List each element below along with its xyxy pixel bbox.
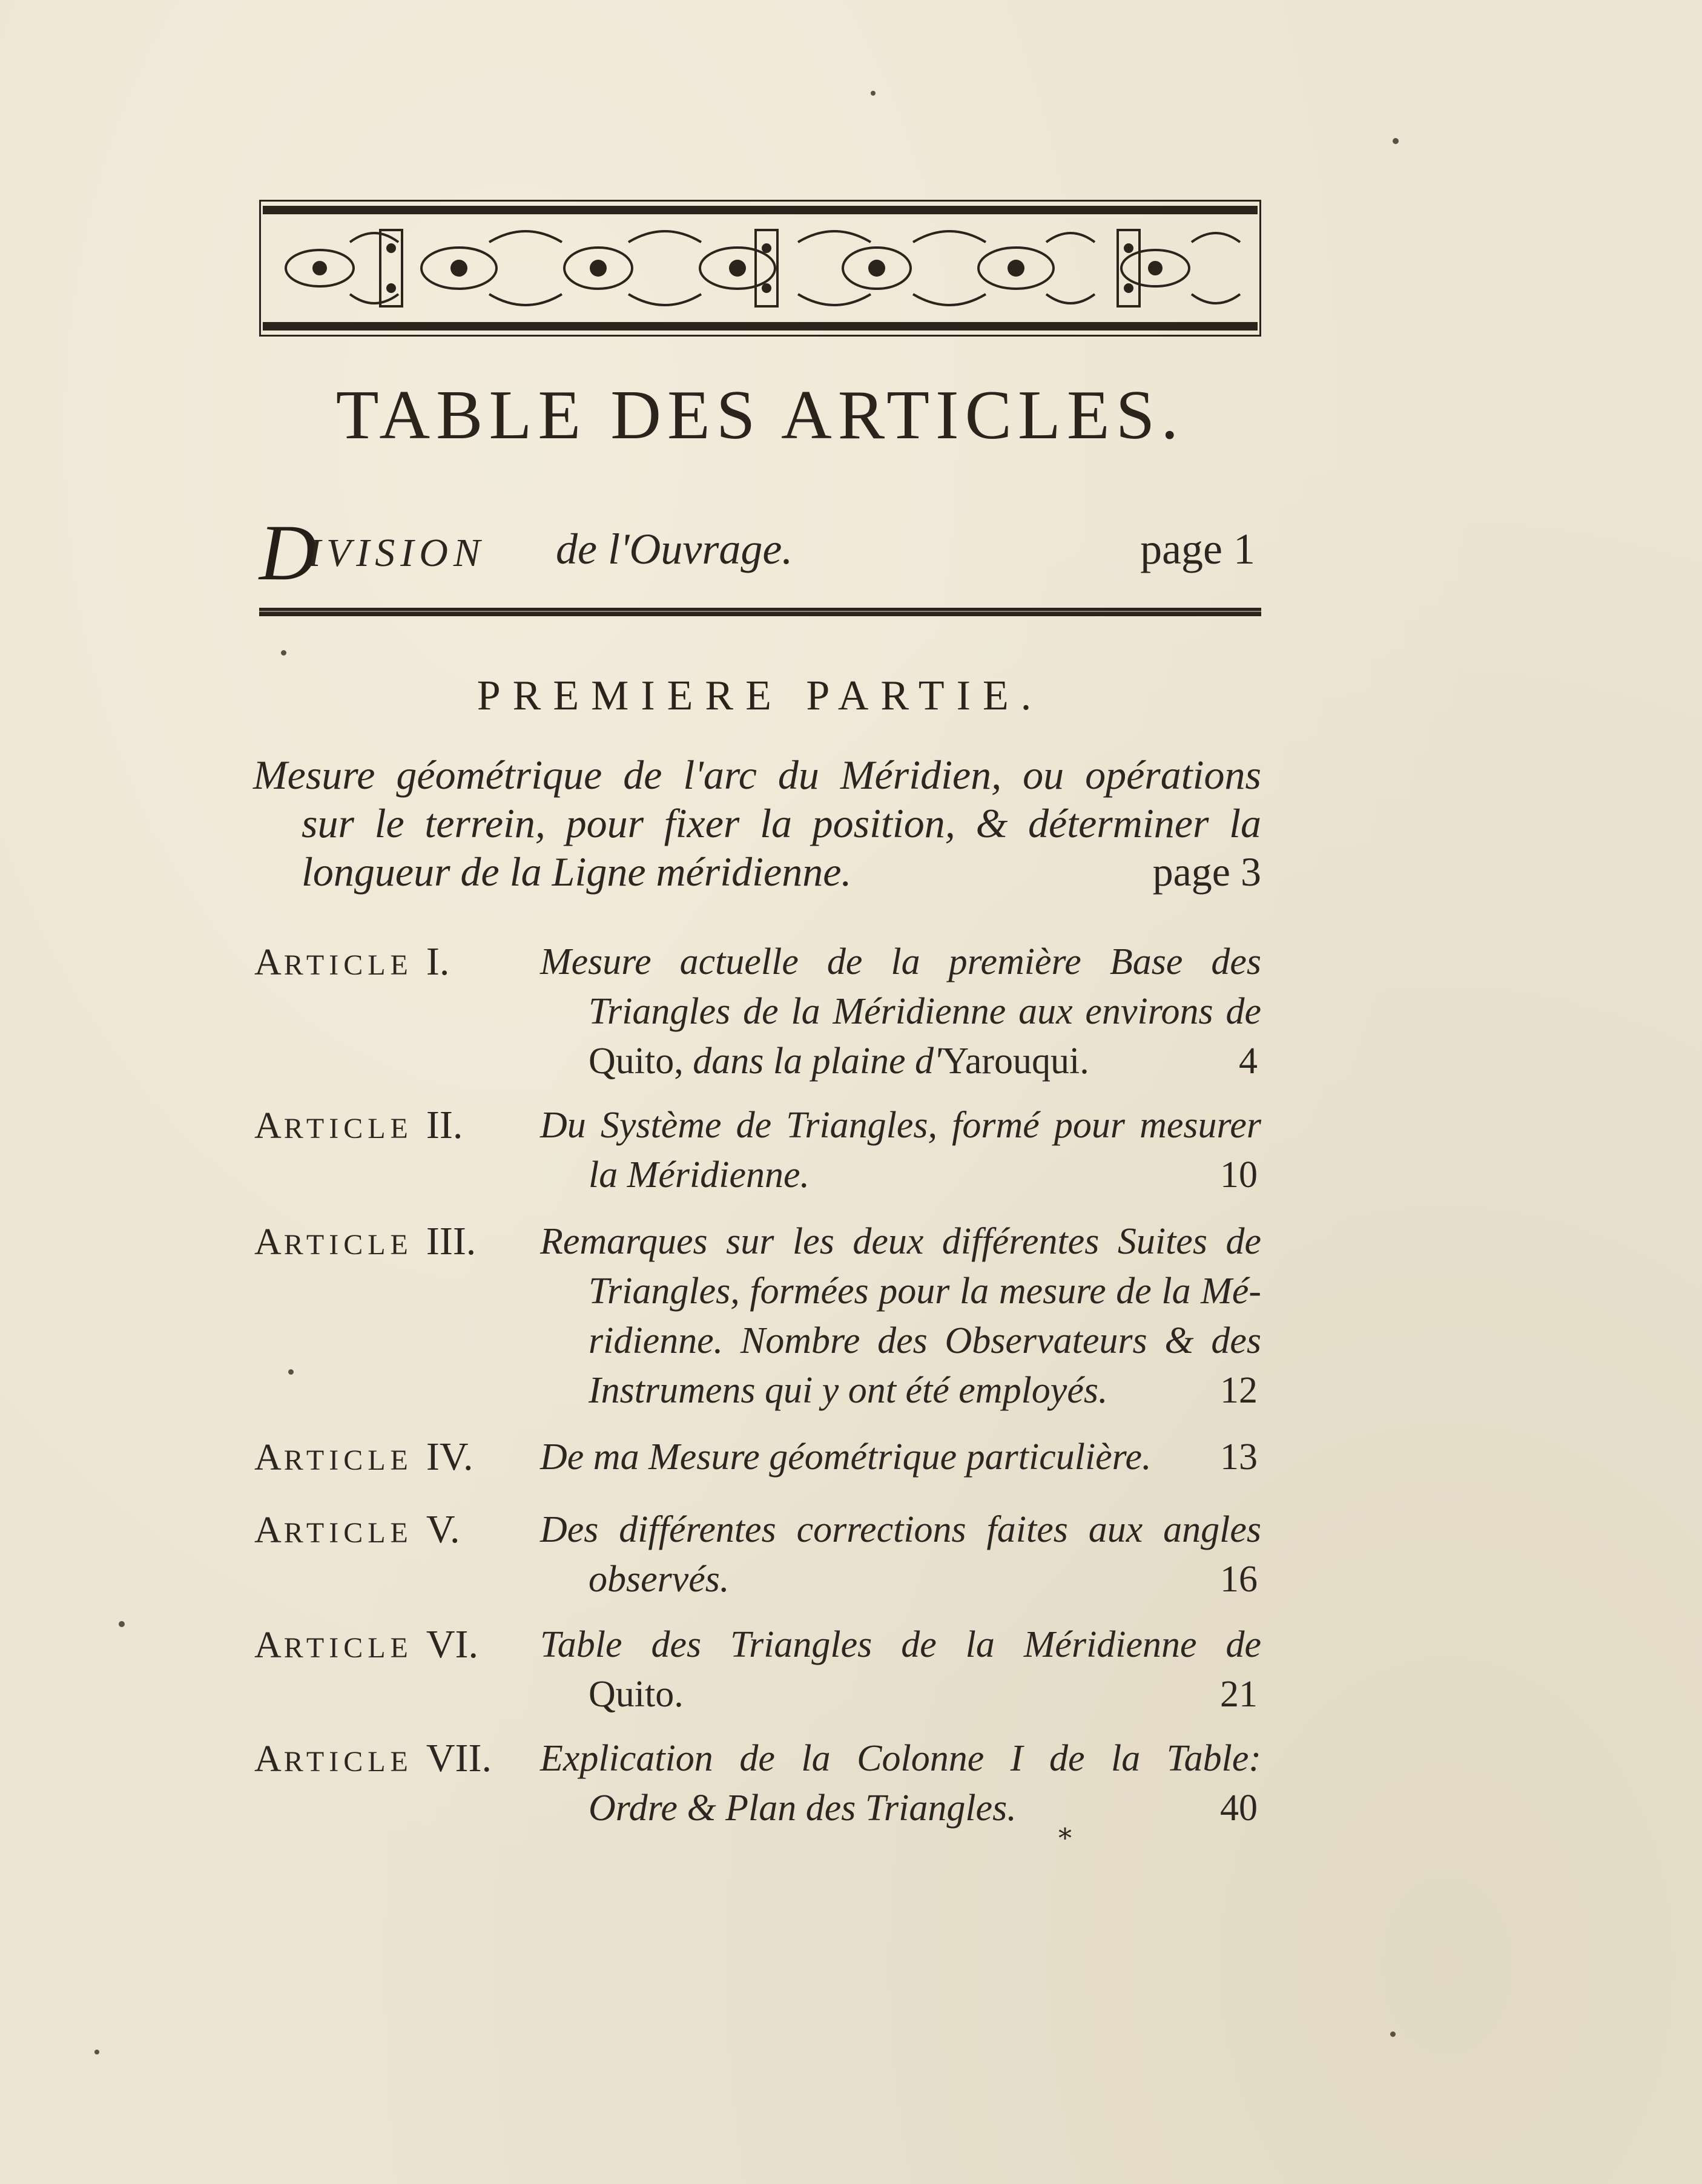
article-label: ARTICLE VII. xyxy=(254,1736,492,1780)
article-line: la Méridienne. 10 xyxy=(540,1150,1261,1200)
article-page: 10 xyxy=(1220,1154,1258,1196)
paper-speck xyxy=(119,1621,125,1627)
article-line: observés. 16 xyxy=(540,1554,1261,1604)
paper-speck xyxy=(288,1369,294,1375)
article-description xyxy=(540,937,1261,1086)
article-line: ridienne. Nombre des Observateurs & des xyxy=(589,1320,1261,1361)
article-label: ARTICLE I. xyxy=(254,939,450,984)
article-page: 21 xyxy=(1220,1674,1258,1715)
article-label: ARTICLE VI. xyxy=(254,1622,479,1666)
article-page: 12 xyxy=(1220,1370,1258,1411)
ornamental-headpiece xyxy=(259,200,1261,337)
article-page: 4 xyxy=(1239,1041,1258,1082)
part-heading: PREMIERE PARTIE. xyxy=(477,673,1044,719)
article-line: Instrumens qui y ont été employés. 12 xyxy=(540,1366,1261,1415)
article-description xyxy=(540,1432,1261,1482)
division-entry xyxy=(259,508,1261,597)
article-label: ARTICLE IV. xyxy=(254,1435,473,1479)
article-page: 13 xyxy=(1220,1436,1258,1478)
article-number: II. xyxy=(426,1103,463,1147)
summary-line: sur le terrein, pour fixer la position, & déterminer la xyxy=(302,800,1261,846)
article-line: Triangles de la Méridienne aux environs de xyxy=(589,991,1261,1032)
paper-speck xyxy=(1390,2031,1396,2037)
summary-line xyxy=(253,847,1261,896)
article-line: Quito. 21 xyxy=(540,1669,1261,1719)
article-line: De ma Mesure géométrique particulière. 13 xyxy=(540,1432,1261,1482)
article-line: Quito, dans la plaine d'Yarouqui. 4 xyxy=(540,1036,1261,1086)
page-title: TABLE DES ARTICLES. xyxy=(335,377,1185,454)
article-line: Table des Triangles de la Méridienne de xyxy=(540,1624,1261,1665)
article-number: IV. xyxy=(426,1435,473,1479)
division-tail: de l'Ouvrage. xyxy=(556,525,793,573)
article-number: I. xyxy=(426,939,450,984)
summary-line-text: longueur de la Ligne méridienne. xyxy=(302,849,852,895)
paper-speck xyxy=(281,650,286,656)
article-number: III. xyxy=(426,1219,477,1263)
article-label: ARTICLE V. xyxy=(254,1507,460,1551)
article-page: 40 xyxy=(1220,1788,1258,1829)
division-smallcaps: IVISION xyxy=(308,531,486,575)
division-page: page 1 xyxy=(1140,525,1255,573)
paper-speck xyxy=(94,2050,99,2054)
article-line: Remarques sur les deux différentes Suites de xyxy=(540,1221,1261,1262)
article-line: Triangles, formées pour la mesure de la Mé- xyxy=(589,1271,1261,1312)
article-label: ARTICLE III. xyxy=(254,1219,477,1263)
division-initial: D xyxy=(259,508,317,597)
article-description xyxy=(540,1505,1261,1604)
article-number: V. xyxy=(426,1507,460,1551)
catchword-asterisk: * xyxy=(1058,1823,1072,1854)
article-description xyxy=(540,1620,1261,1719)
article-line: Explication de la Colonne I de la Table: xyxy=(540,1738,1261,1779)
horizontal-rule xyxy=(259,608,1261,616)
article-description xyxy=(540,1734,1261,1833)
part-summary xyxy=(253,751,1261,896)
paper-speck xyxy=(1393,138,1399,144)
article-number: VII. xyxy=(426,1736,492,1780)
summary-line: Mesure géométrique de l'arc du Méridien, ou opérations xyxy=(253,752,1261,798)
article-line: Ordre & Plan des Triangles. 40 xyxy=(540,1783,1261,1833)
article-label: ARTICLE II. xyxy=(254,1103,463,1147)
summary-page: page 3 xyxy=(1152,849,1261,895)
article-line: Du Système de Triangles, formé pour mesurer xyxy=(540,1105,1261,1146)
article-line: Mesure actuelle de la première Base des xyxy=(540,941,1261,982)
article-description xyxy=(540,1100,1261,1200)
article-number: VI. xyxy=(426,1622,479,1666)
article-page: 16 xyxy=(1220,1559,1258,1600)
article-description xyxy=(540,1217,1261,1415)
paper-speck xyxy=(871,91,876,96)
article-line: Des différentes corrections faites aux angles xyxy=(540,1509,1261,1550)
